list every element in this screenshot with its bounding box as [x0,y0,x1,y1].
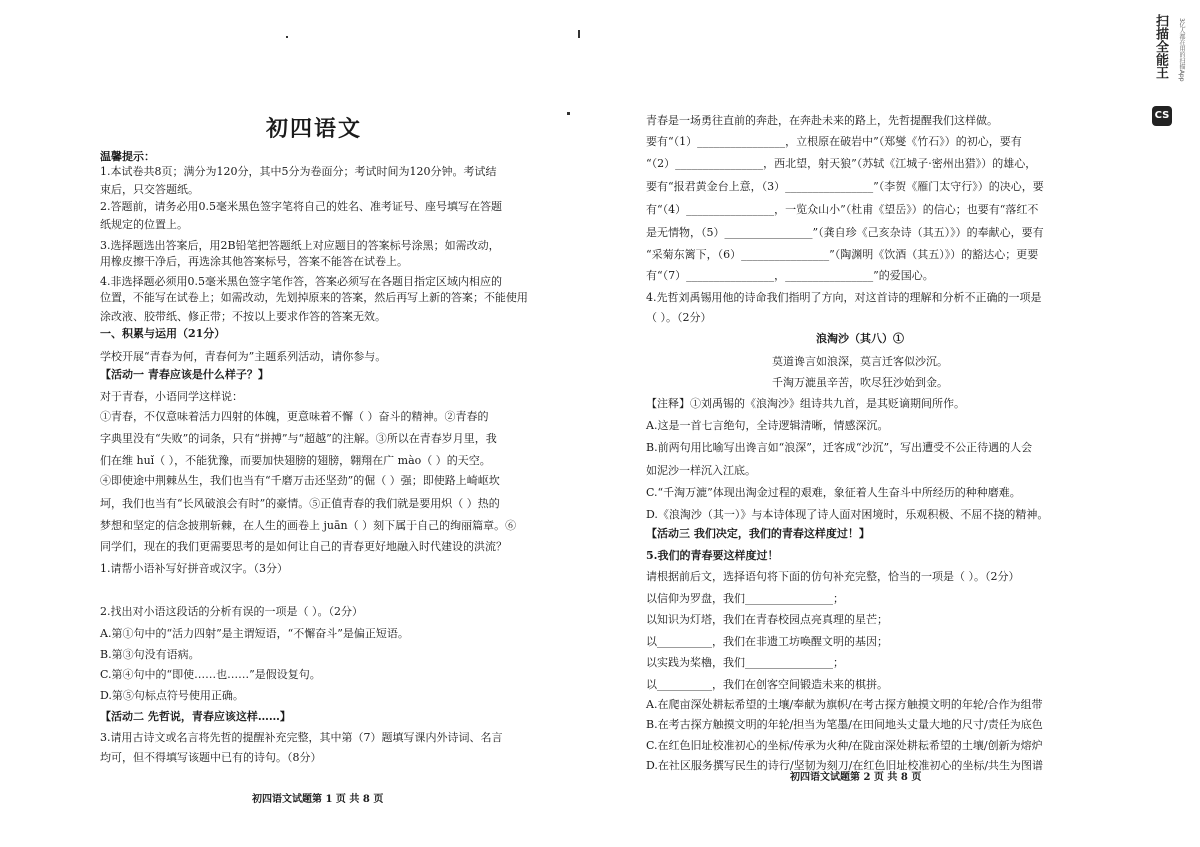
scanner-brand-slogan: 3亿人都在用的扫描App [1178,18,1185,82]
page-1-text-line: 1.请帮小语补写好拼音或汉字。（3分） [100,562,288,575]
page-1-text-line: 4.非选择题必须用0.5毫米黑色签字笔作答，答案必须写在各题目指定区域内相应的 [100,275,502,288]
page-2-text-line: 请根据前后文，选择语句将下面的仿句补充完整，恰当的一项是（ ）。（2分） [646,570,1020,583]
page-2-text-line: 青春是一场勇往直前的奔赴，在奔赴未来的路上，先哲提醒我们这样做。 [646,114,998,127]
page-2-text-line: B.在考古探方触摸文明的年轮/担当为笔墨/在田间地头丈量大地的尺寸/责任为底色 [646,718,1043,731]
page-2-text-line: C.“千淘万漉”体现出淘金过程的艰难，象征着人生奋斗中所经历的种种磨难。 [646,486,1021,499]
exam-title: 初四语文 [265,116,362,142]
page-2-text-line: 如泥沙一样沉入江底。 [646,464,756,477]
scanner-brand-name: 扫描全能王 [1153,14,1168,79]
page-1-text-line: 束后，只交答题纸。 [100,183,199,196]
page-2-text-line: “（2）________________，西北望，射天狼”（苏轼《江城子·密州出猎》）的雄心， [646,157,1037,170]
page-2-text-line: B.前两句用比喻写出谗言如“浪深”，迁客成“沙沉”，写出遭受不公正待遇的人会 [646,441,1033,454]
page-2-text-line: 4.先哲刘禹锡用他的诗命我们指明了方向，对这首诗的理解和分析不正确的一项是 [646,291,1042,304]
page-2-text-line: 有“（7）________________，________________”的爱国心。 [646,269,934,282]
page-2-text-line: “采菊东篱下，（6）________________”（陶渊明《饮酒（其五）》）的豁达心；更要 [646,248,1039,261]
page-1-text-line: A.第①句中的“活力四射”是主谓短语，“不懈奋斗”是偏正短语。 [100,627,409,640]
page-1-text-line: 坷，我们也当有“长风破浪会有时”的豪情。⑤正值青春的我们就是要用炽（ ）热的 [100,497,500,510]
page-2-text-line: C.在红色旧址校准初心的坐标/传承为火种/在陇亩深处耕耘希望的土壤/创新为熔炉 [646,739,1043,752]
page-1-text-line: B.第③句没有语病。 [100,648,200,661]
page-1-text-line: ①青春，不仅意味着活力四射的体魄，更意味着不懈（ ）奋斗的精神。②青春的 [100,410,489,423]
page-2-text-line: 以实践为桨櫓，我们________________； [646,656,844,669]
page-1-text-line: 温馨提示： [100,150,155,163]
page-2-text-line: A.这是一首七言绝句，全诗逻辑清晰，情感深沉。 [646,419,889,432]
page-2-text-line: 【活动三 我们决定，我们的青春这样度过！】 [646,527,870,540]
page-1-text-line: D.第⑤句标点符号使用正确。 [100,689,244,702]
page-1-text-line: 涂改液、胶带纸、修正带；不按以上要求作答的答案无效。 [100,310,386,323]
page-2-text-line: 以__________，我们在非遗工坊唤醒文明的基因； [646,635,888,648]
page-2-text-line: D.在社区服务撰写民生的诗行/坚韧为刻刀/在红色旧址校准初心的坐标/共生为图谱 [646,759,1044,772]
page-2-text-line: 是无情物，（5）________________”（龚自珍《己亥杂诗（其五）》）的奉献心，要有 [646,226,1044,239]
exam-page-2 [600,0,1200,847]
page-2-text-line: 要有“（1）________________，立根原在破岩中”（郑燮《竹石》）的初心，要有 [646,135,1022,148]
scan-speck [286,36,288,38]
page-1-text-line: C.第④句中的“即使……也……”是假设复句。 [100,668,321,681]
page-2-text-line: 有“（4）________________，一览众山小”（杜甫《望岳》）的信心；也要有“落红不 [646,203,1039,216]
page-2-text-line: 以信仰为罗盘，我们________________； [646,592,844,605]
scan-speck [578,30,580,38]
page-1-text-line: 同学们，现在的我们更需要思考的是如何让自己的青春更好地融入时代建设的洪流？ [100,540,507,553]
page-1-text-line: 【活动一 青春应该是什么样子？】 [100,368,269,381]
page-1-text-line: 一、积累与运用（21分） [100,327,226,340]
page-2-footer: 初四语文试题第 2 页 共 8 页 [790,772,922,783]
page-1-text-line: 2.找出对小语这段话的分析有误的一项是（ ）。（2分） [100,605,363,618]
page-1-text-line: 学校开展“青春为何，青春何为”主题系列活动，请你参与。 [100,350,387,363]
page-1-text-line: 梦想和坚定的信念披荆斩棘，在人生的画卷上 juān（ ）刻下属于自己的绚丽篇章。⑥ [100,519,517,532]
page-1-text-line: 字典里没有“失败”的词条，只有“拼搏”与“超越”的注解。③所以在青春岁月里，我 [100,432,497,445]
page-2-text-line: 以__________，我们在创客空间锻造未来的棋拼。 [646,678,888,691]
page-2-text-line: 要有“报君黄金台上意，（3）________________”（李贺《雁门太守行》）的决心，要 [646,180,1044,193]
page-1-text-line: 对于青春，小语同学这样说： [100,390,243,403]
page-1-text-line: 3.选择题选出答案后，用2B铅笔把答题纸上对应题目的答案标号涂黑；如需改动， [100,239,500,252]
page-1-text-line: 位置，不能写在试卷上；如需改动，先划掉原来的答案，然后再写上新的答案；不能使用 [100,291,528,304]
page-2-text-line: 以知识为灯塔，我们在青春校园点亮真理的星芒； [646,613,888,626]
page-1-text-line: 3.请用古诗文或名言将先哲的提醒补充完整，其中第（7）题填写课内外诗词、名言 [100,731,503,744]
page-1-text-line: 用橡皮擦干净后，再选涂其他答案标号，答案不能答在试卷上。 [100,255,408,268]
page-1-text-line: 1.本试卷共8页；满分为120分，其中5分为卷面分；考试时间为120分钟。考试结 [100,165,497,178]
page-2-text-line: 千淘万漉虽辛苦，吹尽狂沙始到金。 [772,376,948,389]
page-2-text-line: （ ）。（2分） [646,311,712,324]
page-1-footer: 初四语文试题第 1 页 共 8 页 [252,794,384,805]
scanner-watermark [1148,14,1192,134]
camscanner-logo-icon: CS [1152,106,1172,126]
page-2-text-line: 莫道谗言如浪深，莫言迁客似沙沉。 [772,355,948,368]
page-1-text-line: 均可，但不得填写该题中已有的诗句。（8分） [100,751,322,764]
page-2-text-line: 5.我们的青春要这样度过！ [646,549,779,562]
scan-speck [567,112,570,115]
page-2-text-line: A.在爬亩深处耕耘希望的土壤/奉献为旗帜/在考古探方触摸文明的年轮/合作为组带 [646,698,1043,711]
page-1-text-line: ④即使途中荆棘丛生，我们也当有“千磨万击还坚劲”的倔（ ）强；即使路上崎岖坎 [100,474,500,487]
page-1-text-line: 【活动二 先哲说，青春应该这样……】 [100,710,291,723]
page-2-text-line: 【注释】①刘禹锡的《浪淘沙》组诗共九首，是其贬谪期间所作。 [646,397,965,410]
page-2-text-line: 浪淘沙（其八）① [816,332,904,345]
page-1-text-line: 2.答题前，请务必用0.5毫米黑色签字笔将自己的姓名、准考证号、座号填写在答题 [100,200,502,213]
page-2-text-line: D.《浪淘沙（其一）》与本诗体现了诗人面对困境时，乐观积极、不屈不挠的精神。 [646,508,1049,521]
page-1-text-line: 纸规定的位置上。 [100,218,188,231]
page-1-text-line: 们在维 huǐ（ ），不能犹豫，而要加快翅膀的翅膀，翱翔在广 mào（ ）的天空。 [100,454,491,467]
